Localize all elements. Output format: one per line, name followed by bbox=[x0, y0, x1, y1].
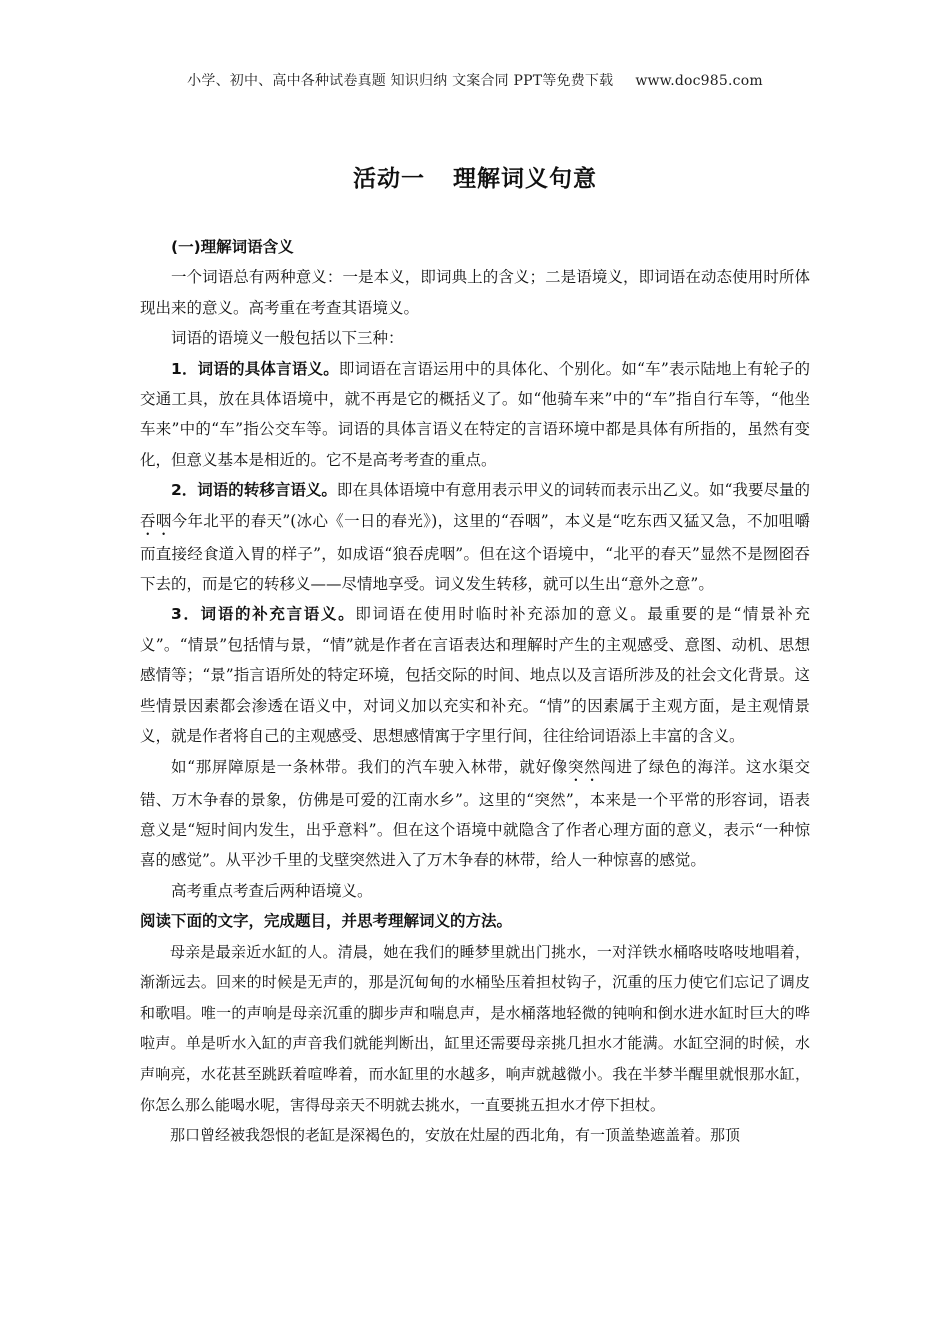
document-body bbox=[140, 232, 810, 1151]
item3-text: 即词语在使用时临时补充添加的意义。最重要的是“情景补充义”。“情景”包括情与景，“情”就是作者在言语表达和理解时产生的主观感受、意图、动机、思想感情等；“景”指言语所处的特定环境，包括交际的时间、地点以及言语所涉及的社会文化背景。这些情景因素都会渗透在语义中，对词义加以充实和补充。“情”的因素属于主观方面，是主观情景义，就是作者将自己的主观感受、思想感情寓于字里行间，往往给词语添上丰富的含义。 bbox=[140, 605, 810, 746]
page-title bbox=[0, 160, 950, 193]
item-concrete-meaning bbox=[140, 354, 810, 476]
dotted-word-turan: 突然 bbox=[567, 757, 601, 776]
title-part2: 理解词义句意 bbox=[453, 166, 597, 192]
intro-paragraph: 一个词语总有两种意义：一是本义，即词典上的含义；二是语境义，即词语在动态使用时所体现出来的意义。高考重在考查其语境义。 bbox=[140, 268, 810, 317]
focus-note: 高考重点考查后两种语境义。 bbox=[171, 881, 373, 900]
header-text: 小学、初中、高中各种试卷真题 知识归纳 文案合同 PPT等免费下载 bbox=[187, 73, 614, 89]
example-text-before: 如“那屏障原是一条林带。我们的汽车驶入林带，就好像 bbox=[171, 757, 568, 776]
item1-label: 1．词语的具体言语义。 bbox=[171, 359, 339, 378]
item2-text-after: 今年北平的春天”(冰心《一日的春光》)，这里的“吞咽”，本义是“吃东西又猛又急，不加咀嚼而直接经食道入胃的样子”，如成语“狼吞虎咽”。但在这个语境中，“北平的春天”显然不是囫囵吞下去的，而是它的转移义——尽情地享受。词义发生转移，就可以生出“意外之意”。 bbox=[140, 511, 810, 594]
example-text-after: 闯进了绿色的海洋。这水渠交错、万木争春的景象，仿佛是可爱的江南水乡”。这里的“突然”，本来是一个平常的形容词，语表意义是“短时间内发生，出乎意料”。但在这个语境中就隐含了作者心理方面的意义，表示“一种惊喜的感觉”。从平沙千里的戈壁突然进入了万木争春的林带，给人一种惊喜的感觉。 bbox=[140, 757, 810, 870]
example-paragraph bbox=[140, 752, 810, 876]
item1-text: 即词语在言语运用中的具体化、个别化。如“车”表示陆地上有轮子的交通工具，放在具体语境中，就不再是它的概括义了。如“他骑车来”中的“车”指自行车等，“他坐车来”中的“车”指公交车等。词语的具体言语义在特定的言语环境中都是具体有所指的，虽然有变化，但意义基本是相近的。它不是高考考查的重点。 bbox=[140, 359, 810, 469]
header-url[interactable]: www.doc985.com bbox=[635, 73, 763, 89]
passage-paragraph-2: 那口曾经被我怨恨的老缸是深褐色的，安放在灶屋的西北角，有一顶盖垫遮盖着。那顶 bbox=[170, 1126, 741, 1145]
title-part1: 活动一 bbox=[353, 166, 425, 192]
task-heading: 阅读下面的文字，完成题目，并思考理解词义的方法。 bbox=[140, 912, 513, 931]
item-supplementary-meaning bbox=[140, 599, 810, 751]
item3-label: 3．词语的补充言语义。 bbox=[171, 605, 356, 624]
page-header bbox=[0, 70, 950, 90]
lead-paragraph: 词语的语境义一般包括以下三种： bbox=[171, 329, 404, 348]
item-transferred-meaning bbox=[140, 475, 810, 599]
passage-paragraph-1: 母亲是最亲近水缸的人。清晨，她在我们的睡梦里就出门挑水，一对洋铁水桶咯吱咯吱地唱着，渐渐远去。回来的时候是无声的，那是沉甸甸的水桶坠压着担杖钩子，沉重的压力使它们忘记了调皮和歌唱。唯一的声响是母亲沉重的脚步声和喘息声，是水桶落地轻微的钝响和倒水进水缸时巨大的哗啦声。单是听水入缸的声音我们就能判断出，缸里还需要母亲挑几担水才能满。水缸空洞的时候，水声响亮，水花甚至跳跃着喧哗着，而水缸里的水越多，响声就越微小。我在半梦半醒里就恨那水缸，你怎么那么能喝水呢，害得母亲天不明就去挑水，一直要挑五担水才停下担杖。 bbox=[140, 942, 810, 1114]
item2-text-before: 即在具体语境中有意用表示甲义的词转而表示出乙义。如“我要尽量的 bbox=[336, 481, 810, 500]
dotted-word-tunyan: 吞咽 bbox=[140, 511, 172, 530]
section-heading: (一)理解词语含义 bbox=[171, 238, 294, 256]
item2-label: 2．词语的转移言语义。 bbox=[171, 481, 337, 500]
